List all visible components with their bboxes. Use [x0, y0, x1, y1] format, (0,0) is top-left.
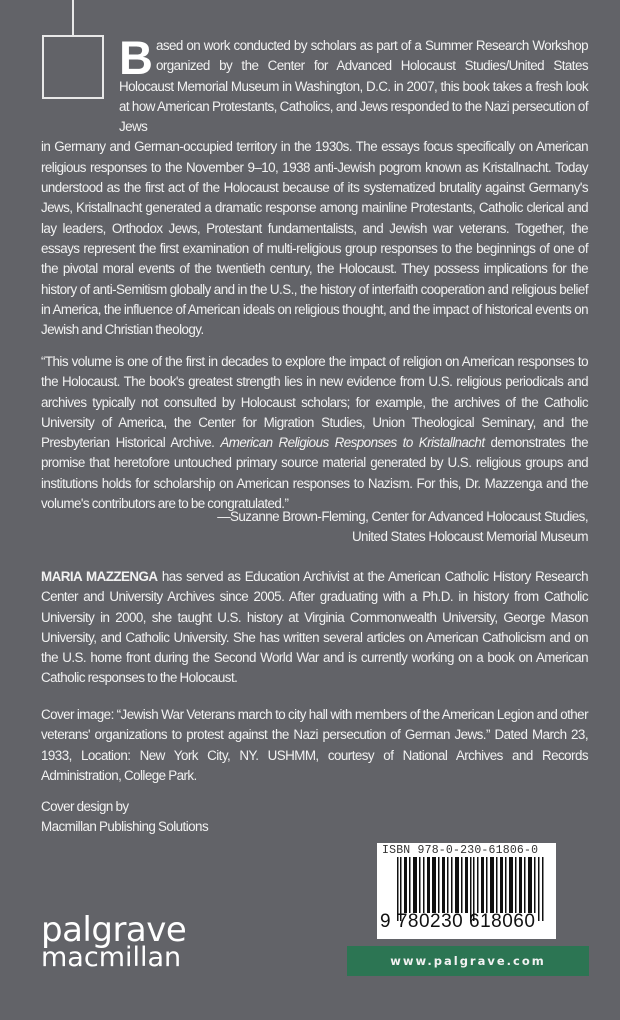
drop-cap: B — [119, 31, 153, 84]
cover-design-line-2: Macmillan Publishing Solutions — [41, 819, 209, 835]
description-opening-text: ased on work conducted by scholars as part of a Summer Research Workshop organized by the Center for Advanced Holocaust Studies/United States Holocaust Memorial Museum in Washington, D.C. in 2007, this book takes a fresh look at how American Protestants, Catholics, and Jews responded to the Nazi persecution of Jews — [119, 38, 588, 135]
description-opening — [119, 31, 588, 137]
logo-macmillan: macmillan — [41, 942, 182, 973]
author-bio — [41, 567, 588, 689]
quote-text-part1: “This volume is one of the first in decades to explore the impact of religion on American responses to the Holocaust. The book's greatest strength lies in new evidence from U.S. religious periodicals and archives typically not consulted by Holocaust scholars; for example, the archives of the Catholic University of America, the Center for Migration Studies, Union Theological Seminary, and the Presbyterian Historical Archive. — [41, 354, 588, 451]
palgrave-macmillan-logo — [41, 910, 187, 973]
ean-digits: 9 780230 618060 — [380, 911, 536, 932]
description-body: in Germany and German-occupied territory in the 1930s. The essays focus specifically on American religious responses to the November 9–10, 1938 anti-Jewish pogrom known as Kristallnacht. Today understood as the first act of the Holocaust because of its systematized brutality against Germany's Jews, Kristallnacht generated a dramatic response among mainline Protestants, Catholic clerical and lay leaders, Orthodox Jews, Protestant fundamentalists, and Jewish war veterans. Together, the essays represent the first examination of multi-religious group responses to the beginnings of one of the pivotal moral events of the twentieth century, the Holocaust. They possess implications for the history of anti-Semitism globally and in the U.S., the history of interfaith cooperation and religious belief in America, the influence of American ideals on religious thought, and the impact of historical events on Jewish and Christian theology. — [41, 139, 588, 338]
endorsement-attribution — [41, 507, 588, 548]
publisher-website-link[interactable]: www.palgrave.com — [347, 946, 589, 976]
author-bio-text: has served as Education Archivist at the American Catholic History Research Center and University Archives since 2005. After graduating with a Ph.D. in history from Catholic University in 2000, she taught U.S. history at Virginia Commonwealth University, George Mason University, and Catholic University. She has written several articles on American Catholicism and on the U.S. home front during the Second World War and is currently working on a book on American Catholic responses to the Holocaust. — [41, 569, 589, 686]
cover-design-credit — [41, 797, 588, 838]
quote-text-part2: demonstrates the promise that heretofore untouched primary source material generated by U.S. religious groups and institutions holds for scholarship on American responses to Nazism. For this, Dr. Mazzenga and the volume's contributors are to be congratulated.” — [41, 435, 588, 512]
cover-design-line-1: Cover design by — [41, 799, 129, 814]
isbn-label: ISBN 978-0-230-61806-0 — [382, 844, 539, 857]
isbn-barcode — [377, 843, 556, 939]
cover-image-credit: Cover image: “Jewish War Veterans march to city hall with members of the American Legion and other veterans' organizations to protest against the Nazi persecution of German Jews.” Dated March 23, 1933, Location: New York City, NY. USHMM, courtesy of National Archives and Records Administration, College Park. — [41, 707, 588, 783]
quote-book-title: American Religious Responses to Kristallnacht — [220, 435, 485, 451]
attribution-line-1: —Suzanne Brown-Fleming, Center for Advanced Holocaust Studies, — [217, 509, 588, 524]
logo-palgrave: palgrave — [41, 910, 187, 950]
attribution-line-2: United States Holocaust Memorial Museum — [351, 529, 588, 545]
decorative-vertical-line — [72, 0, 74, 36]
author-name: MARIA MAZZENGA — [41, 569, 158, 584]
book-description — [41, 31, 588, 340]
endorsement-quote — [41, 352, 588, 514]
